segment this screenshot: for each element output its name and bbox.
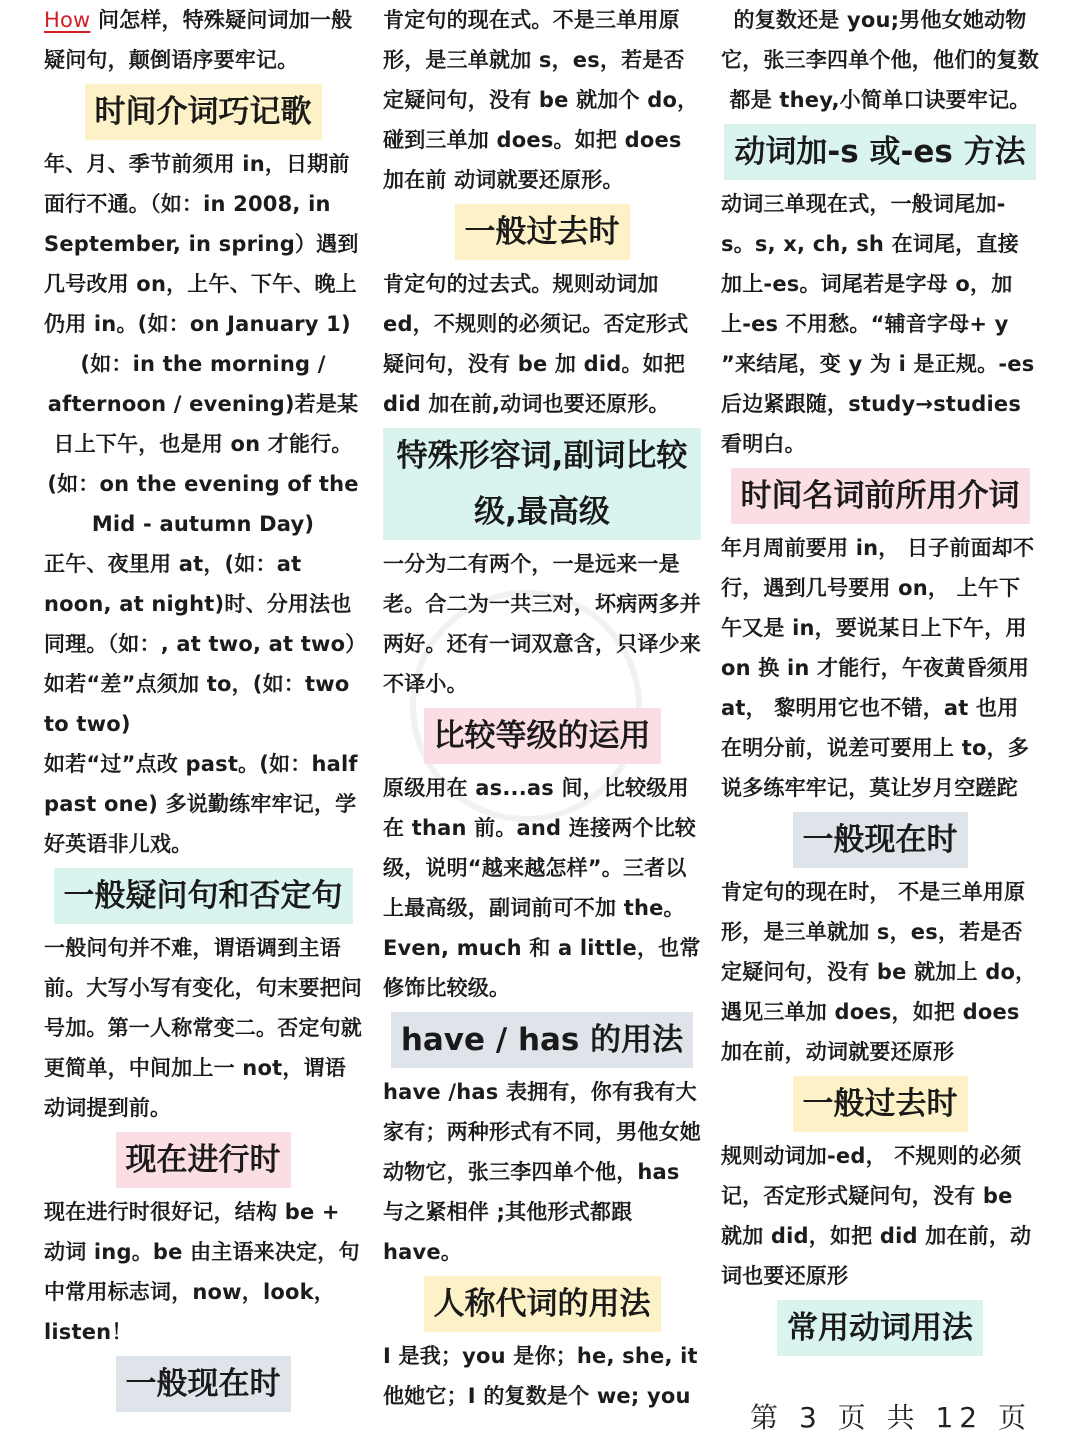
heading-simple-past-2: 一般过去时	[793, 1076, 968, 1132]
time-prepositions-text: 年、月、季节前须用 in，日期前面行不通。（如：in 2008, in September, in spring）遇到几号改用 on，上午、下午、晚上仍用 in。(如：on January 1)	[44, 152, 359, 336]
have-has-text: have /has 表拥有，你有我有大家有；两种形式有不同，男他女她动物它，张三李四单个他，has 与之紧相伴 ;其他形式都跟 have。	[383, 1080, 701, 1264]
heading-simple-present: 一般现在时	[116, 1356, 291, 1412]
simple-past-2-text: 规则动词加-ed， 不规则的必须记，否定形式疑问句，没有 be 就加 did，如把 did 加在前，动词也要还原形	[721, 1144, 1032, 1288]
column-1	[44, 0, 367, 1416]
to-text: 如若“差”点须加 to，(如：two to two)	[44, 672, 350, 736]
heading-common-verbs: 常用动词用法	[777, 1300, 983, 1356]
verb-s-es-text: 动词三单现在式，一般词尾加-s。s, x, ch, sh 在词尾，直接加上-es。词尾若是字母 o，加上-es 不用愁。“辅音字母+ y ”来结尾，变 y 为 i 是正规。-es 后边紧跟随，study→studies 看明白。	[721, 192, 1035, 456]
heading-verb-s-es: 动词加-s 或-es 方法	[724, 124, 1035, 180]
present-affirmative-text: 肯定句的现在式。不是三单用原形，是三单就加 s，es，若是否定疑问句，没有 be 就加个 do，碰到三单加 does。如把 does 加在前 动词就要还原形。	[383, 8, 699, 192]
heading-special-comparatives: 特殊形容词,副词比较级,最高级	[383, 428, 701, 540]
present-progressive-text: 现在进行时很好记，结构 be + 动词 ing。be 由主语来决定，句中常用标志词，now，look，listen！	[44, 1200, 360, 1344]
page-number: 第 3 页 共 12 页	[750, 1401, 1032, 1434]
time-nouns-text: 年月周前要用 in， 日子前面却不行，遇到几号要用 on， 上午下午又是 in，要说某日上下午，用 on 换 in 才能行，午夜黄昏须用 at， 黎明用它也不错，at 也用在明分前，说差可要用上 to，多说多练牢牢记，莫让岁月空蹉跎	[721, 536, 1035, 800]
simple-past-text: 肯定句的过去式。规则动词加 ed，不规则的必须记。否定形式疑问句，没有 be 加 did。如把 did 加在前,动词也要还原形。	[383, 272, 689, 416]
personal-pronouns-text: I 是我；you 是你；he, she, it 他她它；I 的复数是个 we; you	[383, 1344, 698, 1408]
time-prepositions-example: (如：in the morning / afternoon / evening)若是某日上下午，也是用 on 才能行。(如：on the evening of the Mid - autumn Day)	[47, 352, 359, 536]
heading-simple-past: 一般过去时	[455, 204, 630, 260]
column-3	[721, 0, 1039, 1360]
noon-night-text: 正午、夜里用 at，(如：at noon, at night)时、分用法也同理。（如：, at two, at two）	[44, 552, 367, 656]
heading-comparison-usage: 比较等级的运用	[424, 708, 661, 764]
past-text: 如若“过”点改 past。(如：half past one) 多说勤练牢牢记，学好英语非儿戏。	[44, 752, 358, 856]
heading-personal-pronouns: 人称代词的用法	[424, 1276, 661, 1332]
heading-time-nouns: 时间名词前所用介词	[731, 468, 1030, 524]
heading-questions-negatives: 一般疑问句和否定句	[54, 868, 353, 924]
simple-present-2-text: 肯定句的现在时， 不是三单用原形，是三单就加 s，es，若是否定疑问句，没有 be 就加上 do，遇见三单加 does，如把 does 加在前，动词就要还原形	[721, 880, 1037, 1064]
comparison-usage-text: 原级用在 as...as 间，比较级用在 than 前。and 连接两个比较级，说明“越来越怎样”。三者以上最高级，副词前可不加 the。Even, much 和 a little，也常修饰比较级。	[383, 776, 701, 1000]
heading-have-has: have / has 的用法	[391, 1012, 693, 1068]
pronouns-continued-text: 的复数还是 you;男他女她动物它，张三李四单个他，他们的复数都是 they,小简单口诀要牢记。	[721, 8, 1039, 112]
heading-simple-present-2: 一般现在时	[793, 812, 968, 868]
how-paragraph: How 问怎样，特殊疑问词加一般疑问句，颠倒语序要牢记。	[44, 8, 353, 72]
column-2	[383, 0, 701, 1416]
special-comparatives-text: 一分为二有两个，一是远来一是老。合二为一共三对，坏病两多并两好。还有一词双意含，只译少来不译小。	[383, 552, 701, 696]
questions-text: 一般问句并不难，谓语调到主语前。大写小写有变化，句末要把问号加。第一人称常变二。否定句就更简单，中间加上一 not，谓语动词提到前。	[44, 936, 362, 1120]
heading-time-prepositions: 时间介词巧记歌	[85, 84, 322, 140]
heading-present-progressive: 现在进行时	[116, 1132, 291, 1188]
